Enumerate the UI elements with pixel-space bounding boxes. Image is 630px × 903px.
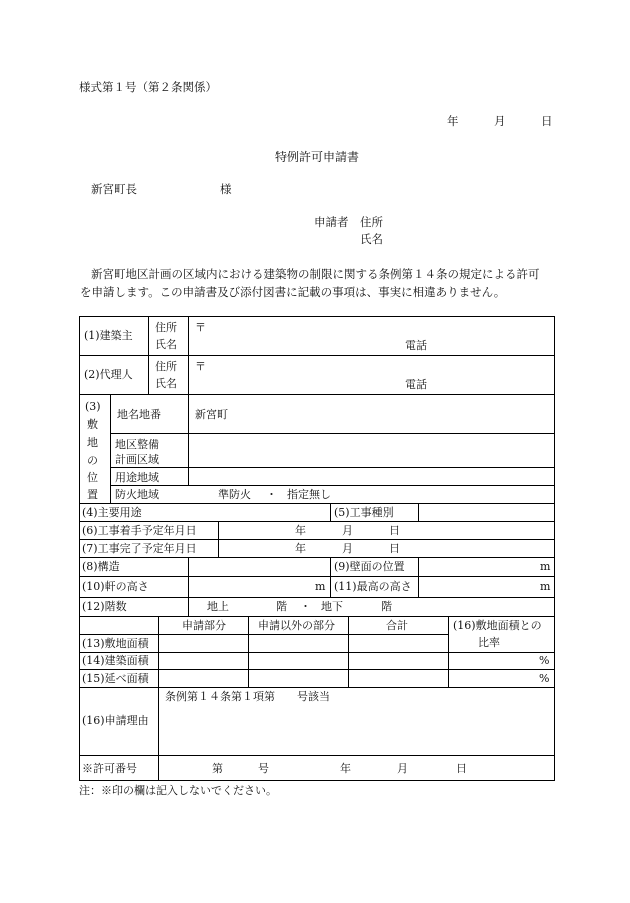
max-height-unit: m bbox=[540, 580, 551, 593]
intro-line-1: 新宮町地区計画の区域内における建築物の制限に関する条例第１４条の規定による許可 bbox=[91, 267, 540, 281]
owner-postal-mark: 〒 bbox=[195, 321, 206, 334]
site-char: 位 bbox=[87, 471, 98, 484]
permit-day: 日 bbox=[456, 762, 467, 775]
site-number: (3) bbox=[85, 400, 101, 413]
agent-phone-label: 電話 bbox=[405, 378, 427, 391]
owner-name-label: 氏名 bbox=[155, 338, 177, 351]
fire-option-semi: 準防火 bbox=[218, 488, 251, 501]
applicant-name-label: 氏名 bbox=[360, 232, 383, 246]
permit-dai: 第 bbox=[212, 762, 223, 775]
start-date-label: (6)工事着手予定年月日 bbox=[82, 524, 197, 537]
date-year-label: 年 bbox=[447, 114, 459, 128]
building-area-label: (14)建築面積 bbox=[82, 654, 149, 667]
eave-height-unit: m bbox=[315, 580, 326, 593]
permit-year: 年 bbox=[340, 762, 351, 775]
site-area-label: (13)敷地面積 bbox=[82, 637, 149, 650]
end-month: 月 bbox=[342, 542, 353, 555]
col-ratio-header-2: 比率 bbox=[478, 636, 500, 649]
floor-area-percent: % bbox=[539, 672, 550, 685]
col-ratio-header-1: (16)敷地面積との bbox=[453, 619, 542, 632]
work-type-label: (5)工事種別 bbox=[334, 506, 394, 519]
addressee-suffix: 様 bbox=[220, 182, 232, 196]
agent-postal-mark: 〒 bbox=[195, 360, 206, 373]
eave-height-label: (10)軒の高さ bbox=[82, 580, 149, 593]
permit-go: 号 bbox=[258, 762, 269, 775]
site-char: 地 bbox=[87, 436, 98, 449]
owner-label: (1)建築主 bbox=[84, 329, 133, 342]
floor-area-label: (15)延べ面積 bbox=[82, 672, 149, 685]
end-year: 年 bbox=[295, 542, 306, 555]
floors-above-unit: 階 bbox=[276, 600, 287, 613]
col-other-header: 申請以外の部分 bbox=[258, 619, 335, 632]
intro-line-2: を申請します。この申請書及び添付図書に記載の事項は、事実に相違ありません。 bbox=[80, 285, 506, 299]
main-use-label: (4)主要用途 bbox=[82, 506, 142, 519]
site-char: 置 bbox=[87, 488, 98, 501]
reason-text: 条例第１４条第１項第 号該当 bbox=[165, 690, 330, 703]
applicant-label: 申請者 bbox=[314, 215, 349, 229]
site-char: の bbox=[87, 454, 98, 467]
form-number: 様式第１号（第２条関係） bbox=[79, 80, 217, 94]
permit-month: 月 bbox=[397, 762, 408, 775]
floors-separator: ・ bbox=[300, 600, 311, 613]
agent-label: (2)代理人 bbox=[84, 368, 133, 381]
end-day: 日 bbox=[389, 542, 400, 555]
agent-name-label: 氏名 bbox=[155, 377, 177, 390]
owner-phone-label: 電話 bbox=[405, 339, 427, 352]
start-month: 月 bbox=[342, 524, 353, 537]
structure-label: (8)構造 bbox=[82, 560, 120, 573]
permit-number-label: ※許可番号 bbox=[82, 762, 137, 775]
intro-paragraph bbox=[80, 265, 555, 301]
lot-value: 新宮町 bbox=[195, 408, 228, 421]
floors-above-label: 地上 bbox=[207, 600, 229, 613]
lot-label: 地名地番 bbox=[117, 408, 161, 421]
district-plan-label-1: 地区整備 bbox=[115, 438, 159, 451]
date-day-label: 日 bbox=[541, 114, 553, 128]
start-year: 年 bbox=[295, 524, 306, 537]
floors-below-label: 地下 bbox=[321, 600, 343, 613]
site-char: 敷 bbox=[87, 418, 98, 431]
col-applied-header: 申請部分 bbox=[182, 619, 226, 632]
floors-label: (12)階数 bbox=[82, 600, 127, 613]
start-day: 日 bbox=[389, 524, 400, 537]
footnote: 注：※印の欄は記入しないでください。 bbox=[79, 784, 277, 797]
wall-position-label: (9)壁面の位置 bbox=[334, 560, 405, 573]
fire-option-separator: ・ bbox=[266, 488, 277, 501]
fire-option-none: 指定無し bbox=[287, 488, 331, 501]
end-date-label: (7)工事完了予定年月日 bbox=[82, 542, 197, 555]
use-zone-label: 用途地域 bbox=[115, 471, 159, 484]
owner-address-label: 住所 bbox=[155, 321, 177, 334]
district-plan-label-2: 計画区域 bbox=[115, 453, 159, 466]
floors-below-unit: 階 bbox=[381, 600, 392, 613]
document-title: 特例許可申請書 bbox=[275, 150, 360, 164]
fire-zone-label: 防火地域 bbox=[115, 488, 159, 501]
reason-label: (16)申請理由 bbox=[82, 714, 149, 727]
wall-position-unit: m bbox=[540, 560, 551, 573]
col-total-header: 合計 bbox=[386, 619, 408, 632]
applicant-address-label: 住所 bbox=[360, 215, 383, 229]
date-month-label: 月 bbox=[494, 114, 506, 128]
addressee: 新宮町長 bbox=[91, 182, 137, 196]
max-height-label: (11)最高の高さ bbox=[334, 580, 412, 593]
building-area-percent: % bbox=[539, 654, 550, 667]
agent-address-label: 住所 bbox=[155, 360, 177, 373]
